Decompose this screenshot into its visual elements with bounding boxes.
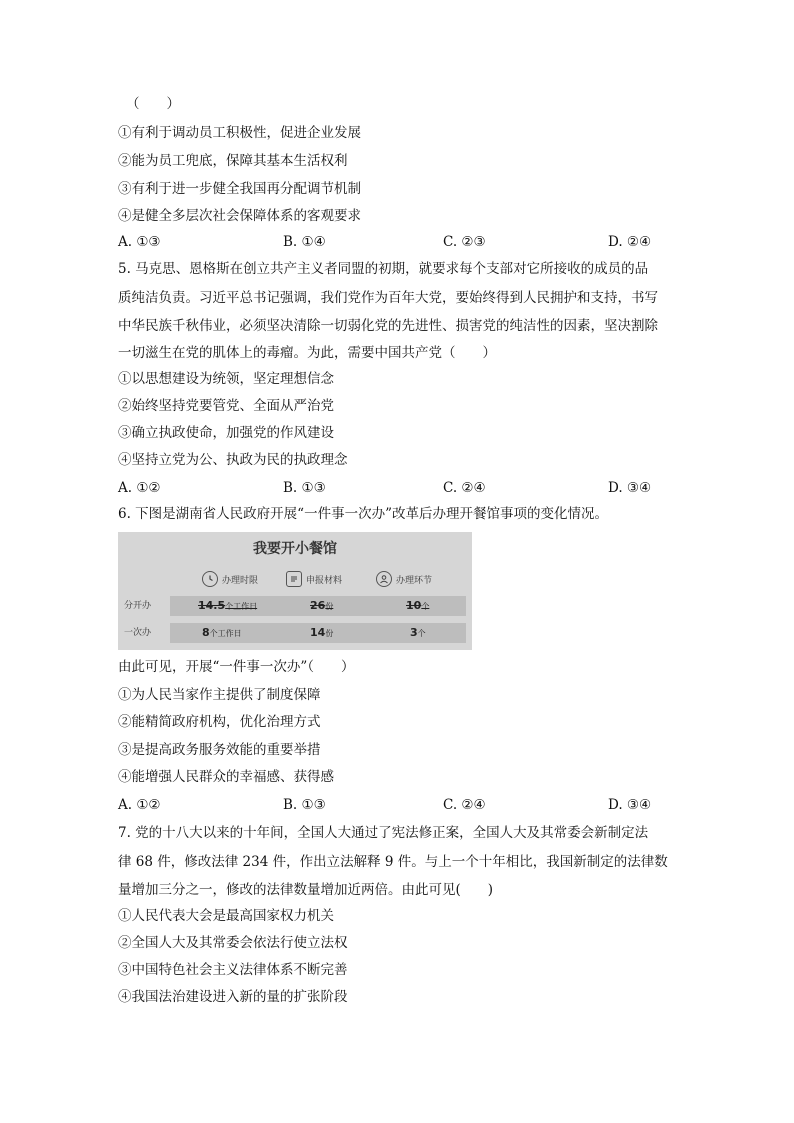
- q4-option-c[interactable]: C. ②③: [443, 234, 486, 250]
- q5-item-1: ①以思想建设为统领，坚定理想信念: [118, 371, 334, 387]
- q5-item-4: ④坚持立党为公、执政为民的执政理念: [118, 452, 348, 468]
- once-steps-unit: 个: [417, 629, 426, 638]
- figure-row-separate: [170, 596, 466, 616]
- separate-steps-cell: [406, 596, 429, 617]
- q7-stem-line-3: 量增加三分之一，修改的法律数量增加近两倍。由此可见( ): [118, 882, 494, 898]
- q5-options: [118, 479, 678, 497]
- once-materials-unit: 份: [325, 629, 334, 638]
- separate-materials-cell: [310, 596, 333, 617]
- q7-item-2: ②全国人大及其常委会依法行使立法权: [118, 935, 348, 951]
- person-icon: [376, 571, 392, 587]
- q6-item-1: ①为人民当家作主提供了制度保障: [118, 687, 321, 703]
- q5-option-a[interactable]: A. ①②: [118, 480, 161, 496]
- q7-item-1: ①人民代表大会是最高国家权力机关: [118, 908, 334, 924]
- q6-option-b[interactable]: B. ①③: [283, 797, 326, 813]
- q5-option-b[interactable]: B. ①③: [283, 480, 326, 496]
- separate-steps-unit: 个: [421, 602, 430, 611]
- restaurant-process-figure: [118, 532, 472, 650]
- once-time-unit: 个工作日: [209, 629, 242, 638]
- q7-stem-line-1: 7. 党的十八大以来的十年间，全国人大通过了宪法修正案，全国人大及其常委会新制定法: [118, 825, 649, 841]
- q6-item-4: ④能增强人民群众的幸福感、获得感: [118, 769, 334, 785]
- q4-option-d[interactable]: D. ②④: [608, 234, 652, 250]
- q6-intro: 6. 下图是湖南省人民政府开展“一件事一次办”改革后办理开餐馆事项的变化情况。: [118, 506, 608, 522]
- q4-item-1: ①有利于调动员工积极性，促进企业发展: [118, 125, 361, 141]
- q7-item-3: ③中国特色社会主义法律体系不断完善: [118, 962, 348, 978]
- separate-time-unit: 个工作日: [225, 602, 258, 611]
- q6-stem: 由此可见，开展“一件事一次办”（ ）: [118, 659, 355, 675]
- figure-header-steps: [376, 568, 432, 590]
- figure-header-materials-label: 申报材料: [306, 575, 343, 586]
- once-time-value: 8: [202, 626, 210, 639]
- separate-time-cell: [198, 596, 257, 617]
- once-materials-value: 14: [310, 626, 326, 639]
- figure-row-once: [170, 623, 466, 643]
- q5-item-2: ②始终坚持党要管党、全面从严治党: [118, 398, 334, 414]
- q5-stem-line-1: 5. 马克思、恩格斯在创立共产主义者同盟的初期，就要求每个支部对它所接收的成员的品: [118, 261, 649, 277]
- figure-header-steps-label: 办理环节: [396, 575, 433, 586]
- q5-option-c[interactable]: C. ②④: [443, 480, 486, 496]
- q7-stem-line-2: 律 68 件，修改法律 234 件，作出立法解释 9 件。与上一个十年相比，我国新制定的法律数: [118, 854, 668, 870]
- q6-options: [118, 796, 678, 814]
- once-materials-cell: [310, 623, 333, 644]
- separate-time-value: 14.5: [198, 599, 226, 612]
- q6-item-2: ②能精简政府机构，优化治理方式: [118, 714, 321, 730]
- separate-steps-value: 10: [406, 599, 422, 612]
- document-icon: [286, 571, 302, 587]
- figure-header-time: [202, 568, 258, 590]
- q5-item-3: ③确立执政使命，加强党的作风建设: [118, 425, 334, 441]
- q4-item-4: ④是健全多层次社会保障体系的客观要求: [118, 208, 361, 224]
- figure-title: 我要开小餐馆: [253, 541, 337, 557]
- figure-header-time-label: 办理时限: [222, 575, 259, 586]
- q6-option-a[interactable]: A. ①②: [118, 797, 161, 813]
- q6-option-d[interactable]: D. ③④: [608, 797, 652, 813]
- q4-options: [118, 233, 678, 251]
- q4-answer-paren: （ ）: [126, 96, 180, 112]
- figure-row-label-separate: 分开办: [124, 601, 152, 611]
- clock-icon: [202, 571, 218, 587]
- q4-item-2: ②能为员工兜底，保障其基本生活权利: [118, 153, 348, 169]
- once-steps-cell: [410, 623, 426, 644]
- q7-item-4: ④我国法治建设进入新的量的扩张阶段: [118, 989, 348, 1005]
- q4-option-a[interactable]: A. ①③: [118, 234, 161, 250]
- q4-item-3: ③有利于进一步健全我国再分配调节机制: [118, 181, 361, 197]
- figure-row-label-once: 一次办: [124, 628, 152, 638]
- q5-stem-line-2: 质纯洁负责。习近平总书记强调，我们党作为百年大党，要始终得到人民拥护和支持，书写: [118, 290, 658, 306]
- figure-header-materials: [286, 568, 342, 590]
- q5-option-d[interactable]: D. ③④: [608, 480, 652, 496]
- q6-option-c[interactable]: C. ②④: [443, 797, 486, 813]
- once-time-cell: [202, 623, 242, 644]
- separate-materials-value: 26: [310, 599, 326, 612]
- separate-materials-unit: 份: [325, 602, 334, 611]
- q5-stem-line-4: 一切滋生在党的肌体上的毒瘤。为此，需要中国共产党（ ）: [118, 345, 496, 361]
- q4-option-b[interactable]: B. ①④: [283, 234, 326, 250]
- once-steps-value: 3: [410, 626, 418, 639]
- q6-item-3: ③是提高政务服务效能的重要举措: [118, 742, 321, 758]
- q5-stem-line-3: 中华民族千秋伟业，必须坚决清除一切弱化党的先进性、损害党的纯洁性的因素，坚决割除: [118, 318, 658, 334]
